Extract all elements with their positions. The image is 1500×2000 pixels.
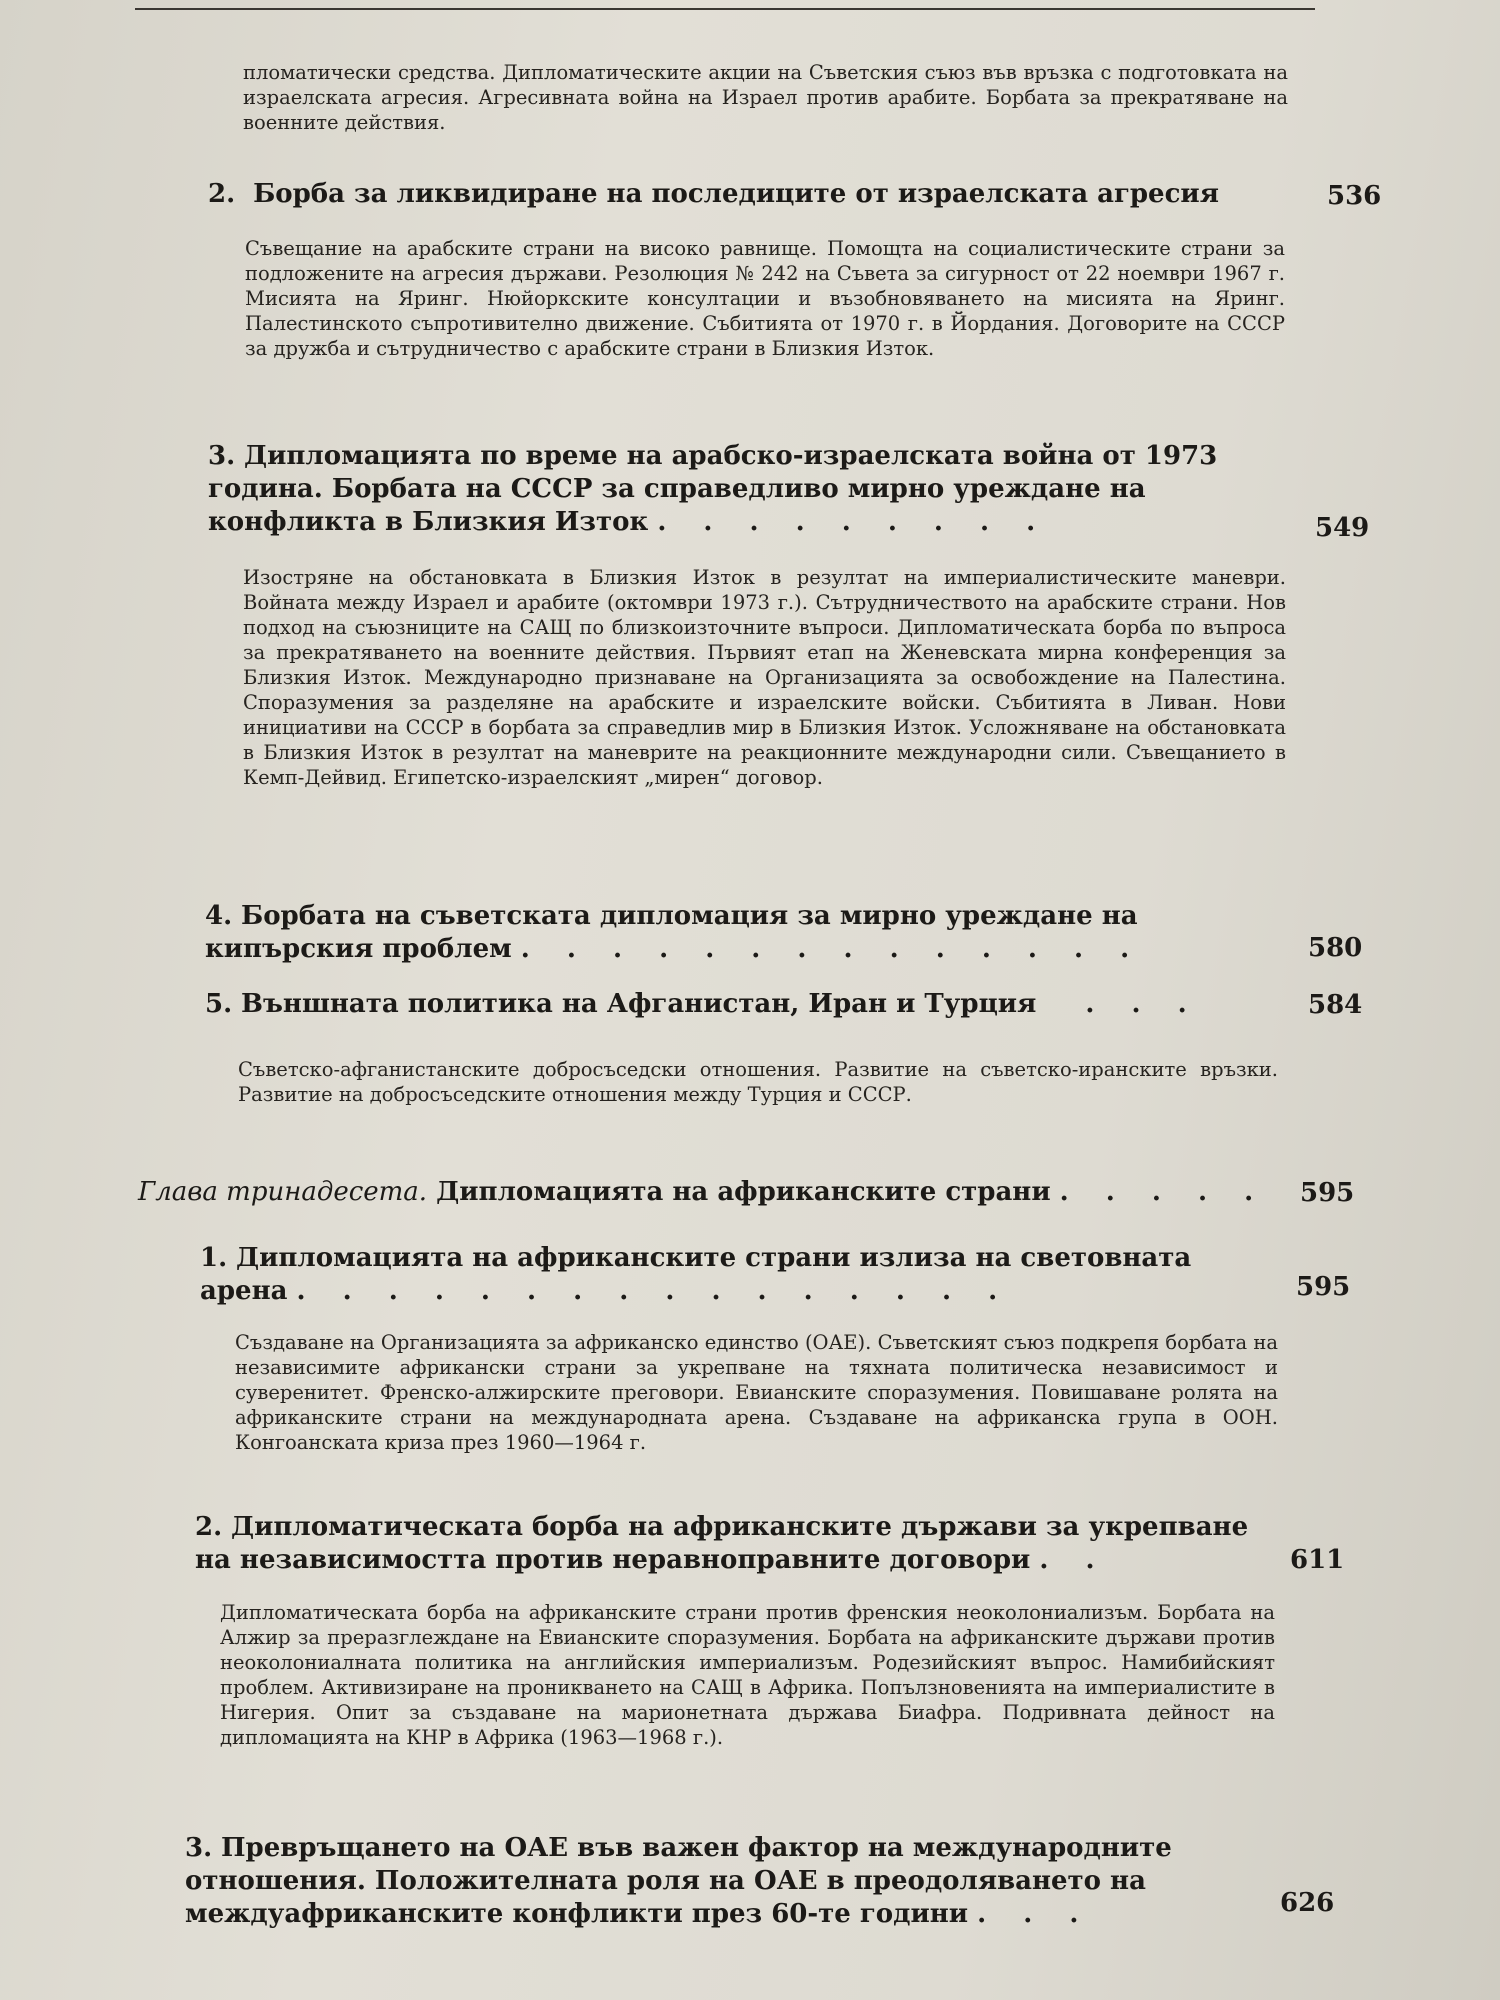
leader-dots: . . . xyxy=(1085,989,1201,1019)
chapter-heading[interactable] xyxy=(138,1176,1298,1209)
entry-title: Дипломацията по време на арабско-израелската война от 1973 година. Борбата на СССР за справедливо мирно уреждане на конфликта в Близкия Изток xyxy=(208,441,1218,537)
toc-entry-a3[interactable] xyxy=(185,1832,1260,1931)
page-number: 595 xyxy=(1296,1272,1351,1302)
page-number: 580 xyxy=(1308,933,1363,963)
summary-5: Съветско-афганистанските добросъседски отношения. Развитие на съветско-иранските връзки. Развитие на добросъседските отношения между Турция и СССР. xyxy=(238,1058,1278,1106)
chapter-label: Глава тринадесета. xyxy=(138,1177,428,1207)
top-rule xyxy=(135,8,1315,10)
toc-entry-3[interactable] xyxy=(208,440,1298,539)
toc-entry-2[interactable] xyxy=(208,178,1288,211)
page-number: 536 xyxy=(1327,181,1382,211)
entry-title: Борба за ликвидиране на последиците от израелската агресия xyxy=(253,179,1219,209)
leader-dots: . . . . . . . . . . . . . . . . xyxy=(296,1276,1012,1306)
page-number: 584 xyxy=(1308,990,1363,1020)
entry-title: Дипломатическата борба на африканските държави за укрепване на независимостта против неравноправните договори xyxy=(195,1512,1249,1575)
page-number: 595 xyxy=(1300,1178,1355,1208)
leader-dots: . . . . . xyxy=(1059,1177,1268,1207)
entry-number: 3. xyxy=(185,1833,213,1863)
entry-number: 5. xyxy=(205,989,233,1019)
chapter-title: Дипломацията на африканските страни xyxy=(436,1177,1051,1207)
page-number: 549 xyxy=(1315,513,1370,543)
leader-dots: . . . . . . . . . xyxy=(657,507,1050,537)
page-number: 626 xyxy=(1280,1888,1335,1918)
entry-title: Външната политика на Афганистан, Иран и Турция xyxy=(241,989,1037,1019)
intro-summary: пломатически средства. Дипломатическите акции на Съветския съюз във връзка с подготовката на израелската агресия. Агресивната война на Израел против арабите. Борбата за прекратяване на военните действия. xyxy=(243,61,1288,134)
summary-a1: Създаване на Организацията за африканско единство (ОАЕ). Съветският съюз подкрепя борбата на независимите африкански страни за укрепване на тяхната политическа независимост и суверенитет. Френско-алжирските преговори. Евианските споразумения. Повишаване ролята на африканските страни на международната арена. Създаване на африканска група в ООН. Конгоанската криза през 1960—1964 г. xyxy=(235,1331,1278,1454)
summary-3: Изостряне на обстановката в Близкия Изток в резултат на империалистическите маневри. Войната между Израел и арабите (октомври 1973 г.). Сътрудничеството на арабските страни. Нов подход на съюзниците на САЩ по близкоизточните въпроси. Дипломатическата борба по въпроса за прекратяването на военните действия. Първият етап на Женевската мирна конференция за Близкия Изток. Международно признаване на Организацията за освобождение на Палестина. Споразумения за разделяне на арабските и израелските войски. Събитията в Ливан. Нови инициативи на СССР в борбата за справедлив мир в Близкия Изток. Усложняване на обстановката в Близкия Изток в резултат на маневрите на реакционните международни сили. Съвещанието в Кемп-Дейвид. Египетско-израелският „мирен“ договор. xyxy=(243,566,1286,789)
page-number: 611 xyxy=(1290,1545,1345,1575)
summary-a2: Дипломатическата борба на африканските страни против френския неоколониализъм. Борбата на Алжир за преразглеждане на Евианските споразумения. Борбата на африканските държави против неоколониалната политика на английския империализъм. Родезийският въпрос. Намибийският проблем. Активизиране на проникването на САЩ в Африка. Попълзновенията на империалистите в Нигерия. Опит за създаване на марионетната държава Биафра. Подривната дейност на дипломацията на КНР в Африка (1963—1968 г.). xyxy=(220,1601,1275,1749)
entry-title: Дипломацията на африканските страни излиза на световната арена xyxy=(200,1243,1192,1306)
summary-2: Съвещание на арабските страни на високо равнище. Помощта на социалистическите страни за подложените на агресия държави. Резолюция № 242 на Съвета за сигурност от 22 ноември 1967 г. Мисията на Яринг. Нюйоркските консултации и възобновяването на мисията на Яринг. Палестинското съпротивително движение. Събитията от 1970 г. в Йордания. Договорите на СССР за дружба и сътрудничество с арабските страни в Близкия Изток. xyxy=(245,237,1285,360)
leader-dots: . . xyxy=(1039,1545,1109,1575)
entry-number: 3. xyxy=(208,441,236,471)
entry-number: 1. xyxy=(200,1243,228,1273)
entry-title: Превръщането на ОАЕ във важен фактор на международните отношения. Положителната роля на ОАЕ в преодоляването на междуафриканските конфликти през 60-те години xyxy=(185,1833,1172,1929)
entry-number: 4. xyxy=(205,901,233,931)
leader-dots: . . . . . . . . . . . . . . xyxy=(520,934,1144,964)
toc-entry-4[interactable] xyxy=(205,900,1295,966)
entry-number: 2. xyxy=(195,1512,223,1542)
toc-entry-a1[interactable] xyxy=(200,1242,1280,1308)
leader-dots: . . . xyxy=(977,1899,1093,1929)
toc-entry-a2[interactable] xyxy=(195,1511,1275,1577)
entry-title: Борбата на съветската дипломация за мирно уреждане на кипърския проблем xyxy=(205,901,1138,964)
toc-entry-5[interactable] xyxy=(205,988,1295,1021)
entry-number: 2. xyxy=(208,179,236,209)
